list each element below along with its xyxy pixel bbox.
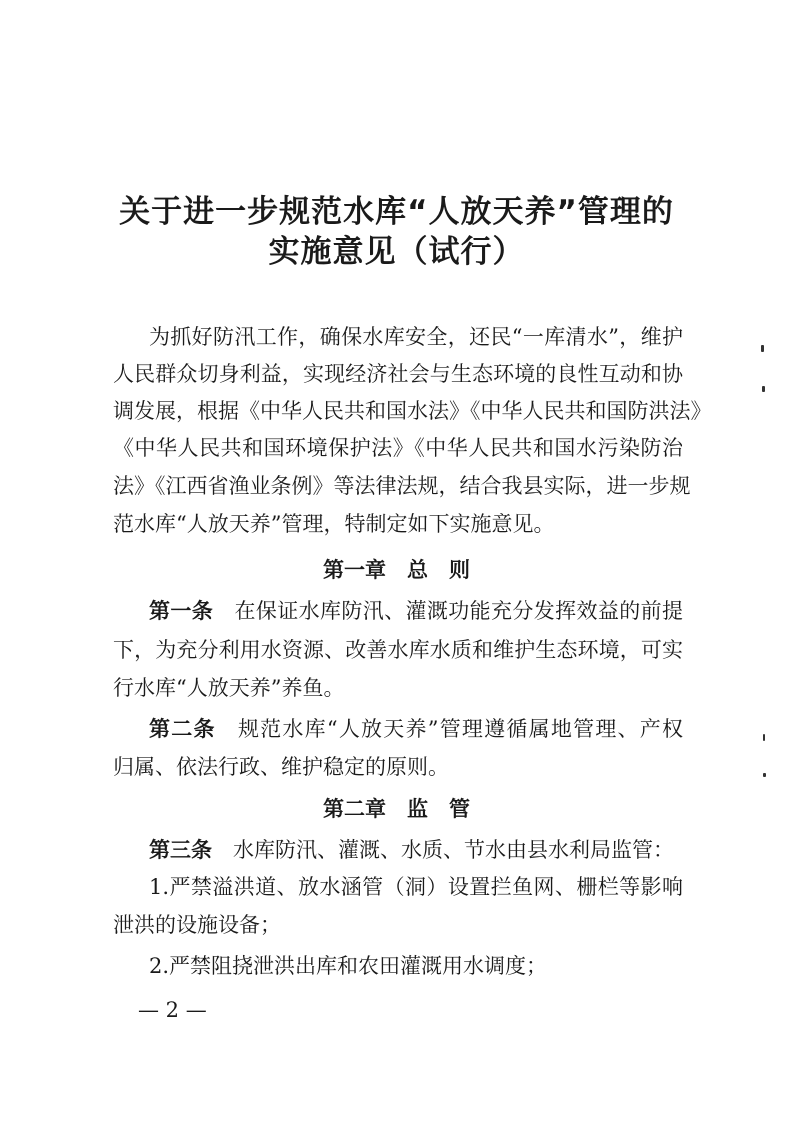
article-line: 下，为充分利用水资源、改善水库水质和维护生态环境，可实 [113, 638, 683, 662]
document-title-line-1: 关于进一步规范水库“人放天养”管理的 [119, 194, 674, 230]
intro-line: 范水库“人放天养”管理，特制定如下实施意见。 [113, 512, 555, 536]
scan-speck [763, 773, 766, 777]
article-line: 行水库“人放天养”养鱼。 [113, 676, 345, 700]
article-line [149, 840, 683, 861]
chapter-heading: 第一章 总 则 [323, 558, 470, 582]
article-line [149, 601, 683, 622]
article-line [149, 719, 683, 740]
list-item-line: 泄洪的设施设备； [113, 913, 281, 937]
article-text: 水库防汛、灌溉、水质、节水由县水利局监管： [233, 838, 674, 862]
article-line: 归属、依法行政、维护稳定的原则。 [113, 755, 449, 779]
intro-line: 调发展，根据《中华人民共和国水法》《中华人民共和国防洪法》 [113, 399, 712, 423]
list-item-line: 1.严禁溢洪道、放水涵管（洞）设置拦鱼网、栅栏等影响 [149, 875, 683, 899]
scan-speck [763, 734, 765, 741]
document-title-line-2: 实施意见（试行） [268, 234, 525, 270]
article-label: 第一条 [149, 599, 214, 623]
article-label: 第三条 [149, 838, 212, 862]
page-number: — 2 — [138, 998, 207, 1022]
article-label: 第二条 [149, 717, 216, 741]
intro-line: 《中华人民共和国环境保护法》《中华人民共和国水污染防治 [113, 436, 683, 460]
article-text: 规范水库“人放天养”管理遵循属地管理、产权 [237, 717, 684, 741]
article-text: 在保证水库防汛、灌溉功能充分发挥效益的前提 [234, 599, 683, 623]
list-item-line: 2.严禁阻挠泄洪出库和农田灌溉用水调度； [149, 954, 548, 978]
scan-speck [762, 386, 765, 392]
intro-line: 人民群众切身利益，实现经济社会与生态环境的良性互动和协 [113, 362, 683, 386]
scan-speck [761, 345, 764, 352]
chapter-heading: 第二章 监 管 [323, 797, 470, 821]
intro-line: 为抓好防汛工作，确保水库安全，还民“一库清水”，维护 [149, 325, 683, 349]
intro-line: 法》《江西省渔业条例》等法律法规，结合我县实际，进一步规 [113, 474, 691, 498]
